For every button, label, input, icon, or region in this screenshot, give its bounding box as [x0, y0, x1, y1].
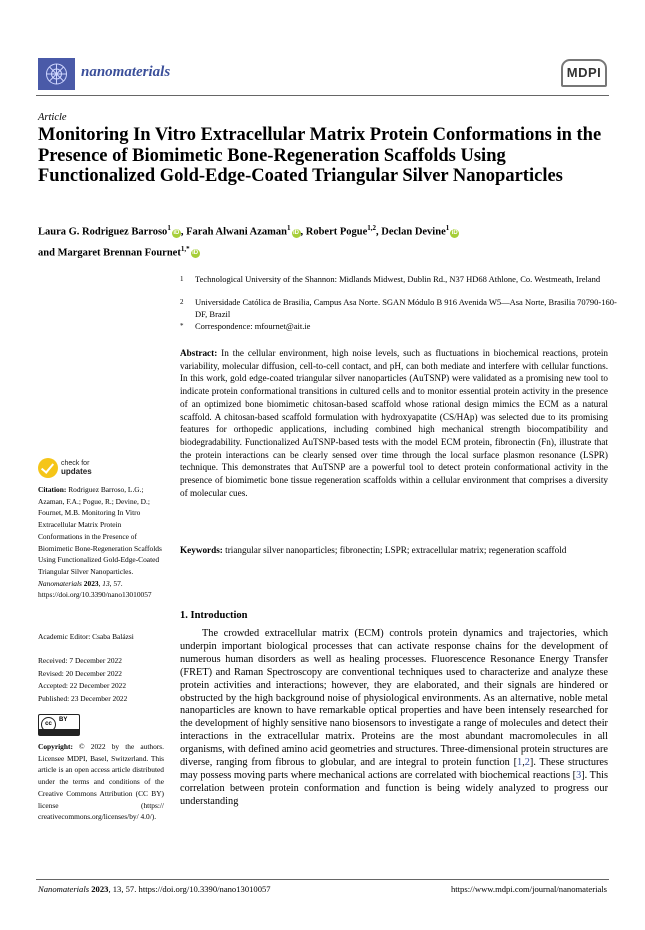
- author-name: Farah Alwani Azaman: [186, 226, 287, 238]
- check-updates-label: [61, 460, 92, 477]
- mdpi-logo[interactable]: MDPI: [561, 59, 607, 87]
- publication-dates: [38, 655, 164, 705]
- abstract: [180, 347, 608, 499]
- affiliation-marker: 2: [180, 298, 184, 306]
- check-updates-line: check for: [61, 459, 90, 467]
- journal-name[interactable]: nanomaterials: [81, 64, 171, 80]
- affiliation-2: [180, 297, 620, 320]
- footer-citation: Nanomaterials 2023, 13, 57. https://doi.org/10.3390/nano13010057: [38, 884, 271, 894]
- date-revised: Revised: 20 December 2022: [38, 668, 122, 678]
- reference-link[interactable]: 1: [517, 757, 523, 769]
- cc-bar: [39, 729, 79, 735]
- affiliation-marker: *: [180, 322, 184, 330]
- intro-text-part: The crowded extracellular matrix (ECM) controls protein dynamics and trajectories, which underpin important biological processes that can activate response chains for the development of numerous human disorders as well as healing processes. Fluorescence Resonance Energy Transfer (FRET) and Raman Spectroscopy are conventional techniques used to characterize and analyze these protein activities and interactions; however, they are elaborated, and their signals are hindered or obstructed by the high background noise of physiological environments. As an alternative, noble metal nanoparticles are known to have remarkable optical properties and have been intensely researched for the development of highly sensitive nano biosensors to investigate a range of molecules and detect their interactions in the extracellular matrix. Proteins are the most abundant macromolecules in all organisms, with defined amino acid geometries and structures. Three-dimensional protein structures are diverse, ranging from fibrous to globular, and are integral to protein function [: [180, 628, 608, 769]
- introduction-text: [180, 628, 608, 809]
- journal-logo-icon: [38, 58, 75, 90]
- check-updates-icon: [38, 458, 58, 478]
- orcid-icon[interactable]: iD: [192, 250, 199, 256]
- abstract-text: In the cellular environment, high noise levels, such as fluctuations in biochemical reactions, protein variability, molecular diffusion, cell-to-cell contact, and pH, can both mediate and interfere with cellular functions. In this work, gold edge-coated triangular silver nanoparticles (AuTSNP) were validated as a promising new tool to indicate protein conformational transitions in cultured cells and to monitor essential protein activity in the presence of an optimized bone biomimetic chitosan-based scaffold whose rational design mimics the ECM as a natural scaffold. A chitosan-based scaffold formulation with hydroxyapatite (CS/HAp) was selected due to its promising features for orthopedic applications, including combined high mechanical strength biocompatibility and biodegradability. Functionalized AuTSNP-based tests with the model ECM protein, fibronectin (Fn), illustrate that the protein interactions can be clearly sensed over time through the local surface plasmon resonance (LSPR) technique. This demonstrates that AuTSNP are a powerful tool to detect protein conformational activity in the presence of biomimetic bone tissue regeneration scaffolds within a cellular environment that comprises a diversity of molecular cues.: [180, 348, 608, 498]
- cc-by-label: BY: [59, 717, 68, 723]
- article-type: Article: [38, 112, 67, 123]
- date-accepted: Accepted: 22 December 2022: [38, 681, 127, 690]
- keywords: [180, 544, 608, 557]
- citation-block: Citation: Rodriguez Barroso, L.G.; Azaman, F.A.; Pogue, R.; Devine, D.; Fournet, M.B. Monitoring In Vitro Extracellular Matrix Protein Conformations in the Presence of Biomimetic Bone-Regeneration Scaffolds Using Functionalized Gold-Edge-Coated Triangular Silver Nanoparticles. Nanomaterials 2023, 13, 57. https://doi.org/10.3390/nano13010057: [38, 485, 162, 600]
- section-heading-introduction: 1. Introduction: [180, 610, 248, 621]
- check-updates-line: updates: [61, 466, 92, 476]
- cc-symbol: cc: [41, 717, 56, 732]
- author-affiliation: 1: [445, 224, 450, 232]
- author-name: Margaret Brennan Fournet: [57, 247, 181, 258]
- author-affiliation: 1,*: [180, 244, 190, 253]
- author-name: Declan Devine: [381, 226, 446, 238]
- correspondence-text[interactable]: Correspondence: mfournet@ait.ie: [195, 321, 311, 331]
- author-affiliation: 1: [287, 224, 291, 232]
- copyright-label: Copyright:: [38, 742, 73, 751]
- citation-year: 2023: [83, 578, 99, 588]
- orcid-icon[interactable]: iD: [173, 229, 180, 236]
- date-published: Published: 23 December 2022: [38, 693, 128, 703]
- footer-doi-link[interactable]: 13, 57. https://doi.org/10.3390/nano13010057: [112, 884, 271, 894]
- copyright-text: © 2022 by the authors. Licensee MDPI, Basel, Switzerland. This article is an open access article distributed under the terms and conditions of the Creative Commons Attribution (CC BY) license (https:// creativecommons.org/licenses/by/ 4.0/).: [38, 742, 164, 822]
- affiliation-text: Technological University of the Shannon: Midlands Midwest, Dublin Rd., N37 HD68 Athlone, Co. Westmeath, Ireland: [195, 274, 601, 284]
- reference-separator: ,: [522, 757, 525, 769]
- reference-link[interactable]: 3: [576, 769, 582, 781]
- orcid-icon[interactable]: iD: [293, 229, 299, 236]
- citation-label: Citation:: [38, 485, 67, 494]
- academic-editor: Academic Editor: Csaba Balázsi: [38, 632, 134, 641]
- footer-journal: Nanomaterials: [38, 884, 90, 894]
- author-list: Laura G. Rodriguez Barroso$^1$iD , Farah Alwani Azaman$^1$iD , Robert Pogue$^{1,2}$, Declan Devine$^1$iD and Margaret Brennan Fournet$^{1,*}$iD: [38, 224, 458, 258]
- reference-link[interactable]: 2: [524, 757, 530, 769]
- correspondence: [180, 321, 620, 333]
- footer-journal-url[interactable]: https://www.mdpi.com/journal/nanomaterials: [450, 884, 607, 894]
- header-divider: [36, 95, 609, 96]
- citation-text: Rodriguez Barroso, L.G.; Azaman, F.A.; Pogue, R.; Devine, D.; Fournet, M.B. Monitoring In Vitro Extracellular Matrix Protein Conformations in the Presence of Biomimetic Bone-Regeneration Scaffolds Using Functionalized Gold-Edge-Coated Triangular Silver Nanoparticles.: [38, 485, 162, 576]
- check-for-updates-button[interactable]: [38, 458, 92, 478]
- copyright-block: [38, 741, 164, 823]
- paper-title: Monitoring In Vitro Extracellular Matrix Protein Conformations in the Presence of Biomimetic Bone-Regeneration Scaffolds Using Functionalized Gold-Edge-Coated Triangular Silver Nanoparticles: [38, 125, 602, 186]
- affiliation-1: [180, 274, 620, 286]
- abstract-label: Abstract:: [180, 348, 218, 358]
- footer-year: 2023: [91, 884, 109, 894]
- citation-volume: 13: [102, 578, 110, 588]
- affiliation-text: Universidade Católica de Brasilia, Campus Asa Norte. SGAN Módulo B 916 Avenida W5—Asa Norte, Brasilia 70790-160-DF, Brazil: [195, 297, 617, 319]
- author-affiliation: 1,2: [367, 224, 377, 232]
- date-received: Received: 7 December 2022: [38, 656, 122, 665]
- keywords-label: Keywords:: [180, 545, 223, 555]
- orcid-icon[interactable]: iD: [451, 229, 458, 236]
- affiliation-marker: 1: [180, 275, 184, 283]
- citation-doi-link[interactable]: 57. https://doi.org/10.3390/nano13010057: [38, 578, 152, 600]
- keywords-text: triangular silver nanoparticles; fibronectin; LSPR; extracellular matrix; regeneration scaffold: [225, 545, 567, 555]
- author-name: Laura G. Rodriguez Barroso: [38, 226, 168, 238]
- citation-journal: Nanomaterials: [38, 578, 82, 588]
- author-name: Robert Pogue: [305, 226, 368, 238]
- intro-text-part: ]. These structures may possess moving parts where mechanical actions are correlated with biochemical reactions [: [180, 757, 608, 781]
- cc-by-license-icon[interactable]: [38, 714, 80, 736]
- intro-text-part: ]. This correlation between protein conformation and function is being widely analyzed to progress our understanding: [180, 769, 608, 807]
- footer-divider: [36, 879, 609, 880]
- author-affiliation: 1: [167, 224, 171, 232]
